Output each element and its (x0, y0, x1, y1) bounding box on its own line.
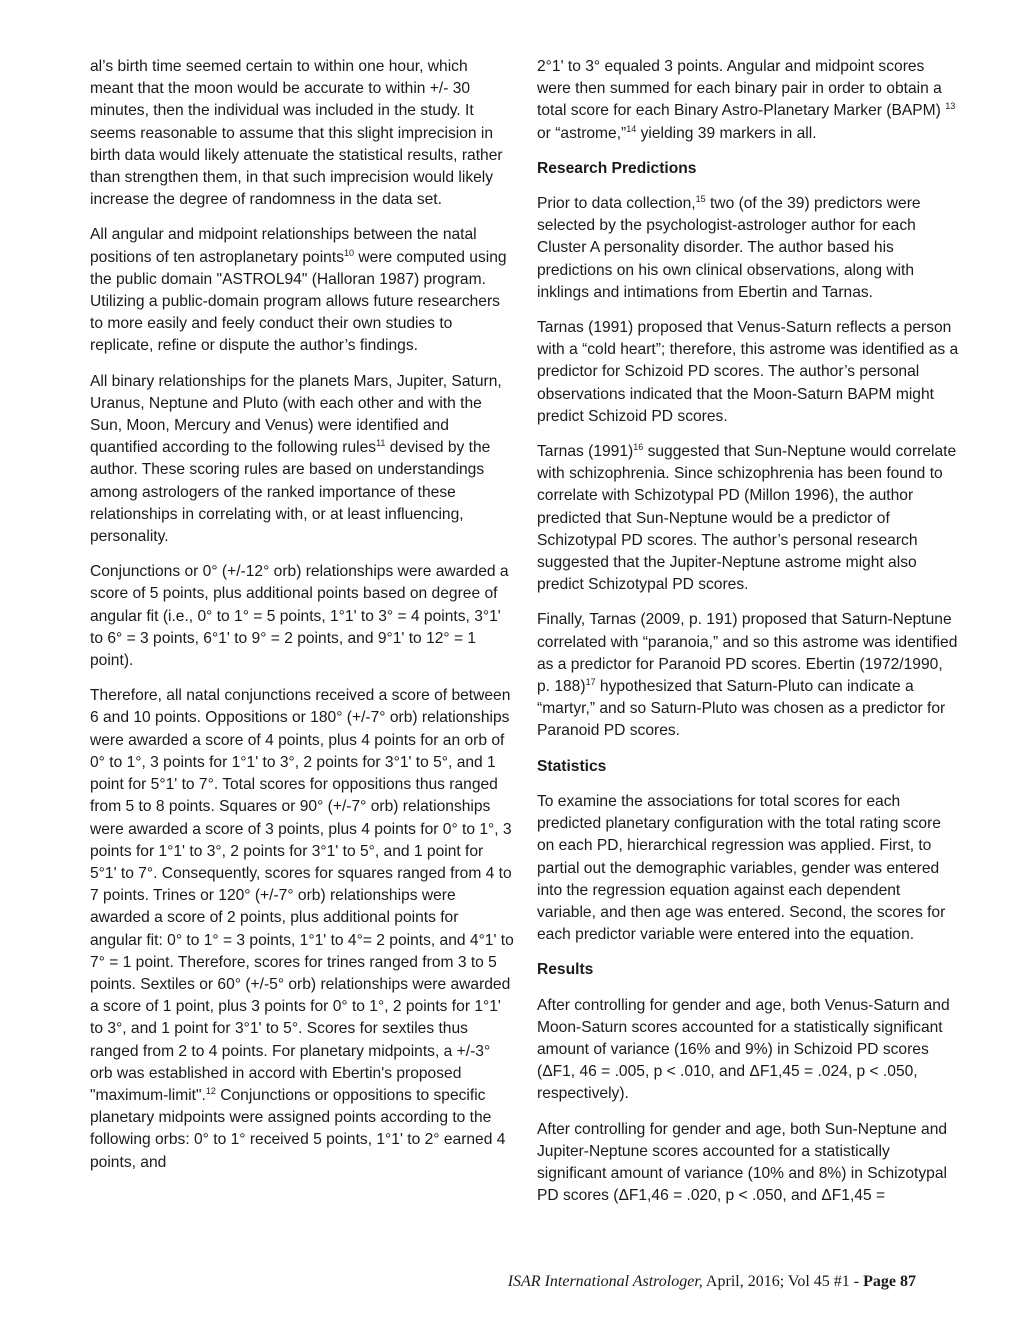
paragraph-angular-midpoint: All angular and midpoint relationships between the natal positions of ten astroplanetary points$^{10}$ were computed using the public domain "ASTROL94" (Halloran 1987) program. Utilizing a public-domain program allows future researchers to more easily and feely conduct their own studies to replicate, refine or dispute the author’s findings. (90, 226, 507, 355)
paragraph-venus-saturn: Tarnas (1991) proposed that Venus-Saturn reflects a person with a “cold heart”; therefore, this astrome was identified as a predictor for Schizoid PD scores. The author’s personal observations indicated that the Moon-Saturn BAPM might predict Schizoid PD scores. (537, 319, 959, 425)
footnote-ref: 14 (626, 123, 637, 134)
footnote-ref: 17 (585, 676, 596, 687)
paragraph-bapm: 2°1' to 3° equaled 3 points. Angular and midpoint scores were then summed for each binary pair in order to obtain a total score for each Binary Astro-Planetary Marker (BAPM) $^{13}$ or “astrome,”$^{14}$ yielding 39 markers in all. (537, 58, 956, 142)
footnote-ref: 16 (633, 441, 644, 452)
paragraph-conjunctions: Conjunctions or 0° (+/-12° orb) relationships were awarded a score of 5 points, plus additional points based on degree of angular fit (i.e., 0° to 1° = 5 points, 1°1' to 3° = 4 points, 3°1' to 6° = 3 points, 6°1' to 9° = 2 points, and 9°1' to 12° = 1 point). (90, 563, 509, 670)
page-footer (508, 1273, 916, 1291)
footnote-ref: 11 (376, 438, 386, 449)
page-number: Page 87 (863, 1273, 916, 1290)
paragraph-saturn-neptune: Finally, Tarnas (2009, p. 191) proposed that Saturn-Neptune correlated with “paranoia,” and so this astrome was identified as a predictor for Paranoid PD scores. Ebertin (1972/1990, p. 188)$^{17}$ hypothesized that Saturn-Pluto can indicate a “martyr,” and so Saturn-Pluto was chosen as a predictor for Paranoid PD scores. (537, 611, 958, 740)
paragraph-scoring-rules: Therefore, all natal conjunctions received a score of between 6 and 10 points. Oppositions or 180° (+/-7° orb) relationships were awarded a score of 4 points, plus 4 points for an orb of 0° to 1°, 3 points for 1°1' to 3°, 2 points for 3°1' to 5°, and 1 point for 5°1' to 7°. Total scores for oppositions thus ranged from 5 to 8 points. Squares or 90° (+/-7° orb) relationships were awarded a score of 3 points, plus 4 points for 0° to 1°, 3 points for 1°1' to 3°, 2 points for 3°1' to 5°, and 1 point for 5°1' to 7°. Consequently, scores for squares ranged from 4 to 7 points. Trines or 120° (+/-7° orb) relationships were awarded a score of 2 points, plus additional points for angular fit: 0° to 1° = 3 points, 1°1' to 4°= 2 points, and 4°1' to 7° = 1 point. Therefore, scores for trines ranged from 3 to 5 points. Sextiles or 60° (+/-5° orb) relationships were awarded a score of 1 point, plus 3 points for 0° to 1°, 2 points for 1°1' to 3°, and 1 point for 3°1' to 5°. Scores for sextiles thus ranged from 2 to 4 points. For planetary midpoints, a +/-3° orb was established in accord with Ebertin's proposed "maximum-limit".$^{12}$ Conjunctions or oppositions to specific planetary midpoints were assigned points according to the following orbs: 0° to 1° received 5 points, 1°1' to 2° earned 4 points, and (90, 687, 514, 1171)
heading-research-predictions: Research Predictions (537, 159, 697, 177)
paragraph-schizotypal-results: After controlling for gender and age, both Sun-Neptune and Jupiter-Neptune scores accounted for a statistically significant amount of variance (10% and 8%) in Schizotypal PD scores (ΔF1,46 = .020, p < .050, and ΔF1,45 = (537, 1120, 948, 1205)
footnote-ref: 13 (945, 101, 956, 112)
heading-statistics: Statistics (537, 757, 607, 775)
paragraph-binary-relationships: All binary relationships for the planets Mars, Jupiter, Saturn, Uranus, Neptune and Pluto (with each other and with the Sun, Moon, Mercury and Venus) were identified and quantified according to the following rules$^{11}$ devised by the author. These scoring rules are based on understandings among astrologers of the ranked importance of these relationships in correlating with, or at least influencing, personality. (90, 372, 502, 546)
footnote-ref: 12 (205, 1085, 216, 1096)
right-column (537, 56, 959, 1220)
paragraph-regression: To examine the associations for total scores for each predicted planetary configuration with the total rating score on each PD, hierarchical regression was applied. First, to partial out the demographic variables, gender was entered into the regression equation against each dependent variable, and then age was entered. Second, the scores for each predictor variable were entered into the equation. (537, 792, 946, 944)
heading-results: Results (537, 961, 594, 979)
footnote-ref: 15 (695, 193, 706, 204)
issue-info: April, 2016; Vol 45 #1 - (702, 1273, 864, 1290)
paragraph-schizoid-results: After controlling for gender and age, both Venus-Saturn and Moon-Saturn scores accounted for a statistically significant amount of variance (16% and 9%) in Schizoid PD scores (ΔF1, 46 = .005, p < .010, and ΔF1,45 = .024, p < .050, respectively). (537, 996, 950, 1103)
publication-name: ISAR International Astrologer, (507, 1273, 703, 1290)
left-column (90, 56, 514, 1187)
paragraph-birth-time: al’s birth time seemed certain to within one hour, which meant that the moon would be accurate to within +/- 30 minutes, then the individual was included in the study. It seems reasonable to assume that this slight imprecision in birth data would likely attenuate the statistical results, rather than strengthen them, in that such imprecision would likely increase the degree of randomness in the data set. (90, 58, 503, 209)
paragraph-predictors: Prior to data collection,$^{15}$ two (of the 39) predictors were selected by the psychologist-astrologer author for each Cluster A personality disorder. The author based his predictions on his own clinical observations, along with inklings and intimations from Ebertin and Tarnas. (537, 193, 921, 301)
paragraph-sun-neptune: Tarnas $(1991)^{16}$ suggested that Sun-Neptune would correlate with schizophrenia. Since schizophrenia has been found to correlate with Schizotypal PD (Millon 1996), the author predicted that Sun-Neptune would be a predictor of Schizotypal PD scores. The author’s personal research suggested that the Jupiter-Neptune astrome might also predict Schizotypal PD scores. (537, 441, 957, 594)
footnote-ref: 10 (344, 247, 355, 258)
